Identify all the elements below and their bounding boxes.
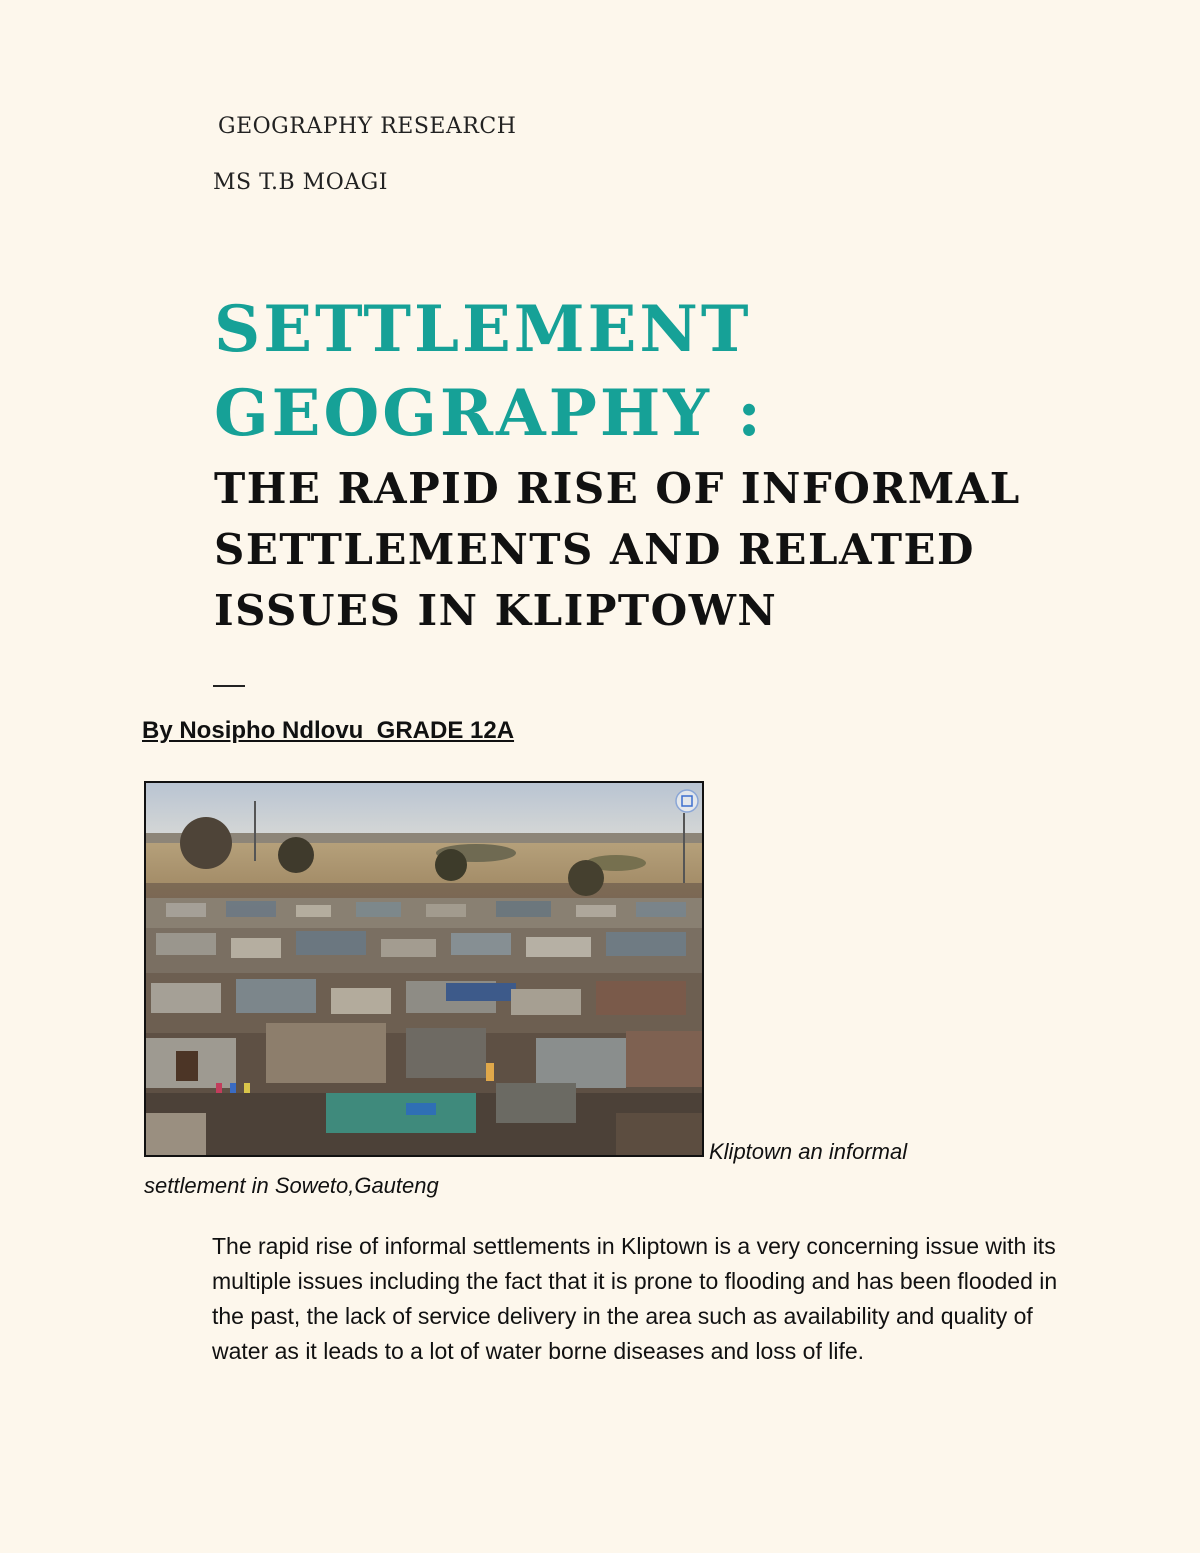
- settlement-photo: [144, 781, 704, 1157]
- figure-caption-part-2: settlement in Soweto,Gauteng: [144, 1173, 439, 1198]
- body-paragraph: The rapid rise of informal settlements in Kliptown is a very concerning issue with its multiple issues including the fact that it is prone to flooding and has been flooded in the past, the lack of service delivery in the area such as availability and quality of water as it leads to a lot of water borne diseases and loss of life.: [212, 1233, 1058, 1364]
- document-title: [214, 288, 764, 456]
- teacher-name: MS T.B MOAGI: [213, 170, 388, 195]
- subtitle-line-3: ISSUES IN KLIPTOWN: [214, 586, 778, 635]
- subtitle-line-2: SETTLEMENTS AND RELATED: [214, 525, 975, 574]
- document-subtitle: [214, 458, 1114, 641]
- course-label: GEOGRAPHY RESEARCH: [218, 114, 517, 139]
- settlement-photo-illustration: [146, 783, 702, 1155]
- title-line-1: SETTLEMENT: [214, 292, 752, 367]
- expand-icon: [676, 790, 698, 812]
- title-line-2: GEOGRAPHY :: [214, 376, 764, 451]
- author-byline: By Nosipho Ndlovu GRADE 12A: [142, 717, 515, 744]
- divider-dash: [213, 685, 245, 687]
- figure-caption-part-1: Kliptown an informal: [709, 1139, 908, 1164]
- subtitle-line-1: THE RAPID RISE OF INFORMAL: [214, 464, 1021, 513]
